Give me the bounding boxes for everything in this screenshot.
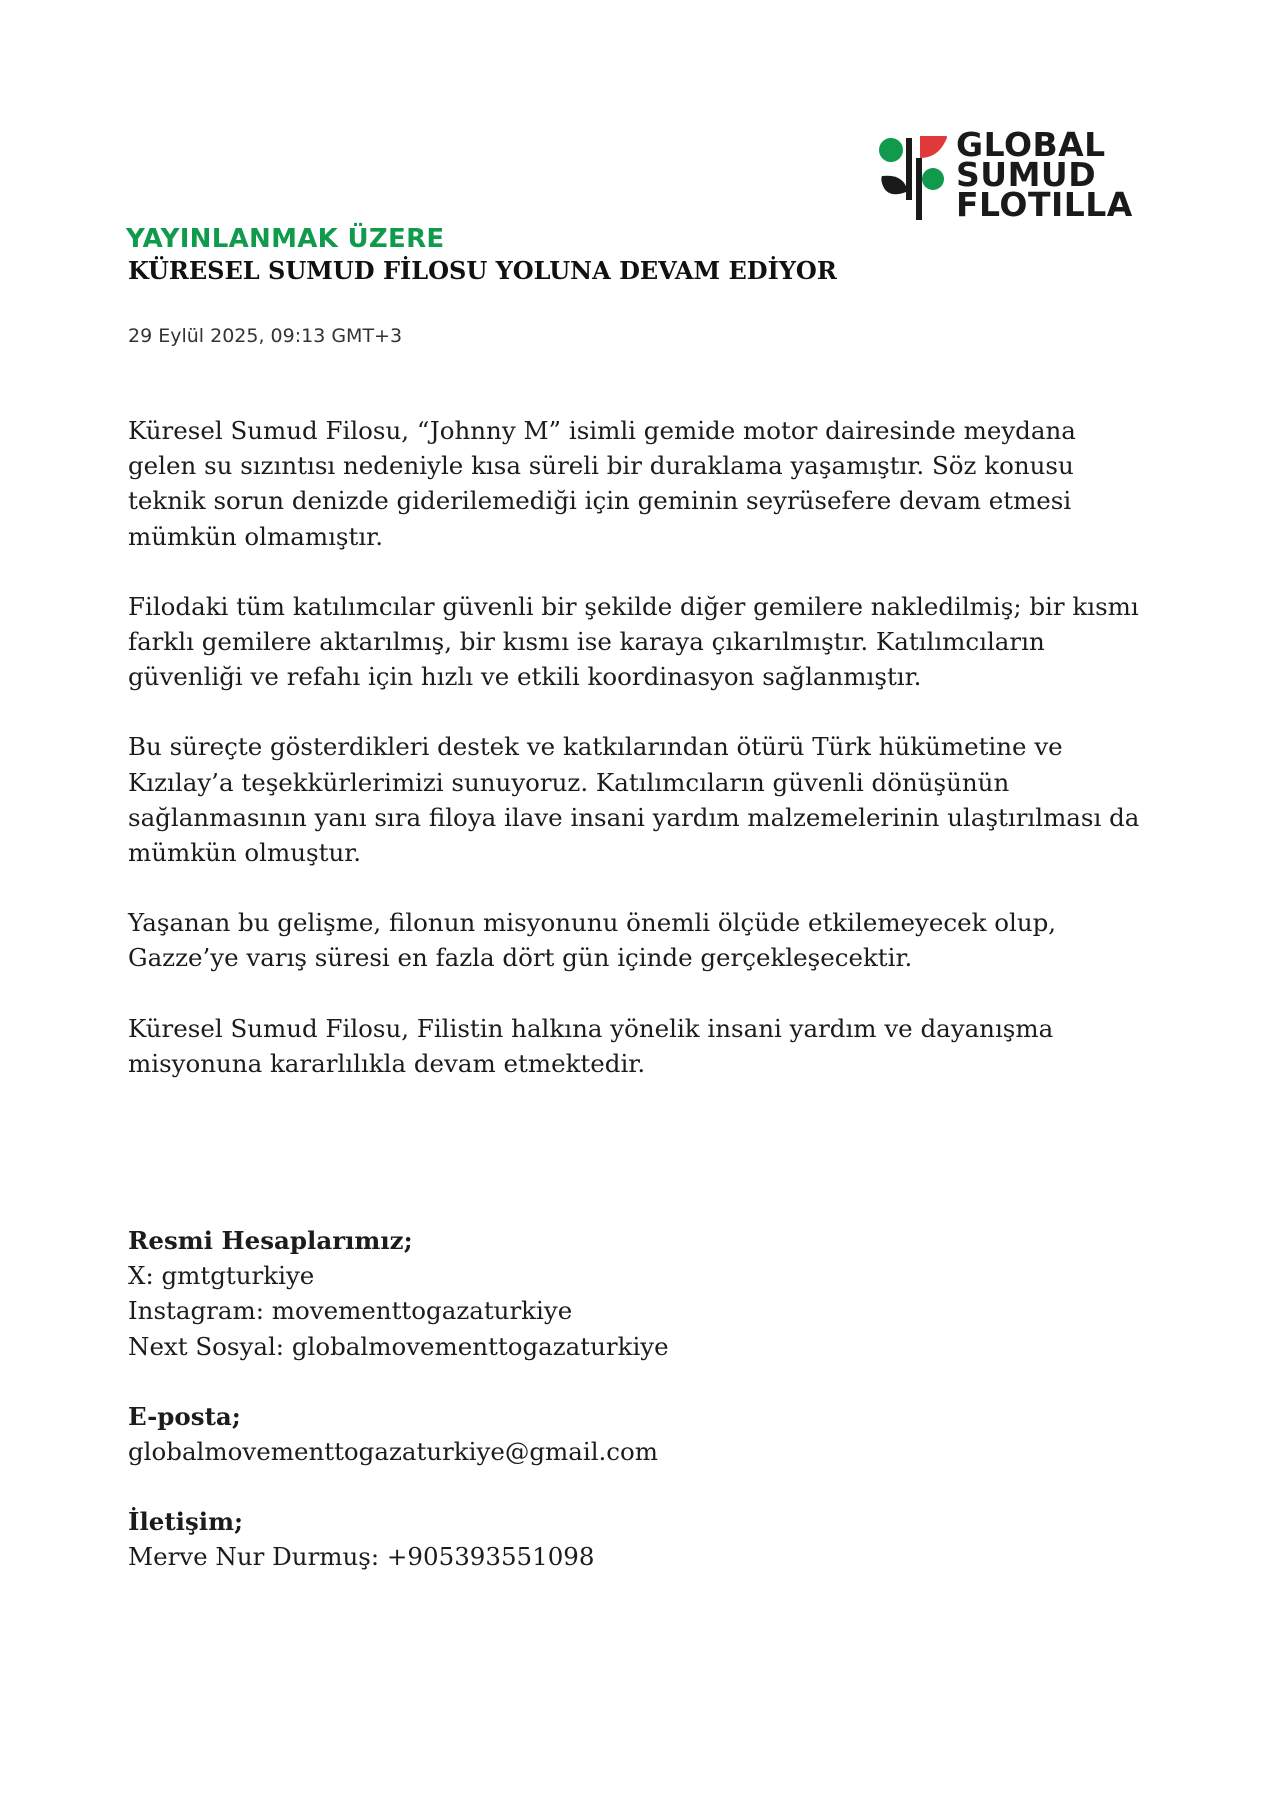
body-paragraph: Filodaki tüm katılımcılar güvenli bir şekilde diğer gemilere nakledilmiş; bir kısmı farklı gemilere aktarılmış, bir kısmı ise karaya çıkarılmıştır. Katılımcıların güvenliği ve refahı için hızlı ve etkili koordinasyon sağlanmıştır. xyxy=(128,591,1139,692)
logo-stem-left xyxy=(906,138,912,200)
logo-black-leaf xyxy=(881,176,906,195)
email-heading: E-posta; xyxy=(128,1401,241,1431)
logo-green-dot-top xyxy=(879,138,903,162)
logo-line-2: SUMUD xyxy=(956,155,1097,194)
account-next-sosyal: Next Sosyal: globalmovementtogazaturkiye xyxy=(128,1331,669,1361)
dateline: 29 Eylül 2025, 09:13 GMT+3 xyxy=(128,325,403,347)
press-release-body xyxy=(128,413,1148,1116)
logo-line-3: FLOTILLA xyxy=(956,185,1133,224)
email-block xyxy=(128,1399,1128,1469)
account-x: X: gmtgturkiye xyxy=(128,1261,315,1291)
flotilla-tree-icon xyxy=(876,128,952,224)
contact-section xyxy=(128,1223,1128,1610)
body-paragraph: Küresel Sumud Filosu, “Johnny M” isimli gemide motor dairesinde meydana gelen su sızıntısı nedeniyle kısa süreli bir duraklama yaşamıştır. Söz konusu teknik sorun denizde giderilemediği için geminin seyrüsefere devam etmesi mümkün olmamıştır. xyxy=(128,416,1076,551)
global-sumud-flotilla-logo xyxy=(876,125,1146,224)
logo-line-1: GLOBAL xyxy=(956,125,1106,164)
contact-person: Merve Nur Durmuş: +905393551098 xyxy=(128,1542,595,1572)
account-instagram: Instagram: movementtogazaturkiye xyxy=(128,1296,573,1326)
body-paragraph: Küresel Sumud Filosu, Filistin halkına yönelik insani yardım ve dayanışma misyonuna kararlılıkla devam etmektedir. xyxy=(128,1013,1054,1078)
press-release-headline: KÜRESEL SUMUD FİLOSU YOLUNA DEVAM EDİYOR xyxy=(128,256,837,285)
logo-stem-right xyxy=(916,158,922,220)
release-tag: YAYINLANMAK ÜZERE xyxy=(126,224,445,254)
official-accounts xyxy=(128,1223,1128,1364)
logo-red-leaf xyxy=(920,136,947,158)
body-paragraph: Yaşanan bu gelişme, filonun misyonunu önemli ölçüde etkilemeyecek olup, Gazze’ye varış süresi en fazla dört gün içinde gerçekleşecektir. xyxy=(128,908,1057,973)
accounts-heading: Resmi Hesaplarımız; xyxy=(128,1226,413,1255)
contact-heading: İletişim; xyxy=(128,1507,244,1537)
logo-green-dot-right xyxy=(922,168,944,190)
contact-block xyxy=(128,1504,1128,1574)
email-address: globalmovementtogazaturkiye@gmail.com xyxy=(128,1437,659,1467)
body-paragraph: Bu süreçte gösterdikleri destek ve katkılarından ötürü Türk hükümetine ve Kızılay’a teşekkürlerimizi sunuyoruz. Katılımcıların güvenli dönüşünün sağlanmasının yanı sıra filoya ilave insani yardım malzemelerinin ulaştırılması da mümkün olmuştur. xyxy=(128,732,1140,868)
logo-wordmark xyxy=(956,125,1133,224)
